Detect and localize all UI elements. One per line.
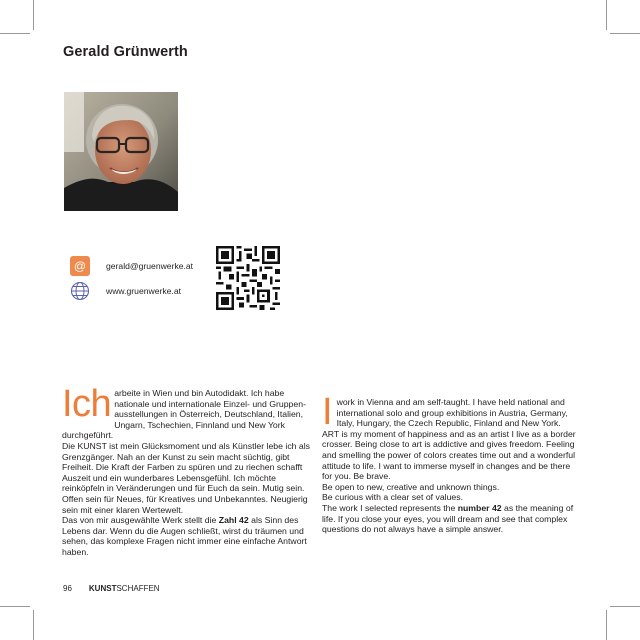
website-row (70, 281, 181, 301)
crop-mark (610, 606, 640, 607)
emphasis-number-42: number 42 (457, 502, 502, 513)
email-link[interactable]: gerald@gruenwerke.at (106, 261, 194, 271)
german-text (62, 383, 316, 558)
artist-name: Gerald Grünwerth (63, 44, 188, 60)
german-paragraph-2: Die KUNST ist mein Glücksmoment und als Künstler lebe ich als Grenzgänger. Nah an der Kunst zu sein macht süchtig, gibt Freiheit. Die Kraft der Farben zu spüren und zu riechen schafft Auszeit und ein wunderbares Lebensgefühl. Ich möchte reinköpfeln in Veränderungen und für Euch da sein. Mutig sein. Offen sein für Neues, für Kreatives und Unbekanntes. Neugierig sein mit einer klaren Wertewelt. (62, 440, 311, 515)
crop-mark (0, 606, 30, 607)
crop-mark (606, 610, 607, 640)
page-number: 96 (63, 584, 72, 593)
crop-mark (0, 33, 30, 34)
at-icon: @ (70, 256, 90, 276)
dropcap-de: Ich (62, 383, 112, 425)
crop-mark (33, 610, 34, 640)
crop-mark (606, 0, 607, 30)
globe-icon (70, 281, 90, 301)
emphasis-zahl-42: Zahl 42 (218, 515, 249, 526)
brand-regular: SCHAFFEN (116, 584, 160, 593)
crop-mark (33, 0, 34, 30)
english-paragraph-3: Be open to new, creative and unknown things. (322, 481, 500, 492)
english-paragraph-1: work in Vienna and am self-taught. I have held national and international solo and group exhibitions in Austria, Germany, Italy, Hungary, the Czech Republic, Finland and New York. (336, 397, 568, 429)
german-paragraph-1: arbeite in Wien und bin Autodidakt. Ich habe nationale und internationale Einzel- und Gruppenausstellungen in Österreich, Deutschland, Italien, Ungarn, Tschechien, Finnland und New York durchgeführt. (62, 388, 306, 441)
dropcap-en: I (322, 391, 333, 433)
page-footer (63, 584, 160, 593)
website-link[interactable]: www.gruenwerke.at (106, 286, 181, 296)
qr-code[interactable] (216, 246, 280, 310)
email-row (70, 256, 193, 276)
english-paragraph-2: ART is my moment of happiness and as an artist I live as a border crosser. Being close to art is addictive and gives freedom. Feeling and smelling the power of colors creates time out and a wonderful attitude to life. I want to immerse myself in changes and be there for you. Be brave. (322, 428, 576, 482)
artist-portrait (64, 92, 178, 211)
english-paragraph-5: The work I selected represents the number 42 as the meaning of life. If you close your eyes, you will dream and see that complex questions do not always have a simple answer. (322, 502, 574, 535)
brand-bold: KUNST (88, 584, 117, 593)
english-text (322, 391, 578, 535)
english-paragraph-4: Be curious with a clear set of values. (322, 492, 463, 503)
crop-mark (610, 33, 640, 34)
german-paragraph-3: Das von mir ausgewählte Werk stellt die Zahl 42 als Sinn des Lebens dar. Wenn du die Augen schließt, wirst du träumen und sehen, das komplexe Fragen nicht immer eine einfache Antwort haben. (62, 515, 307, 557)
